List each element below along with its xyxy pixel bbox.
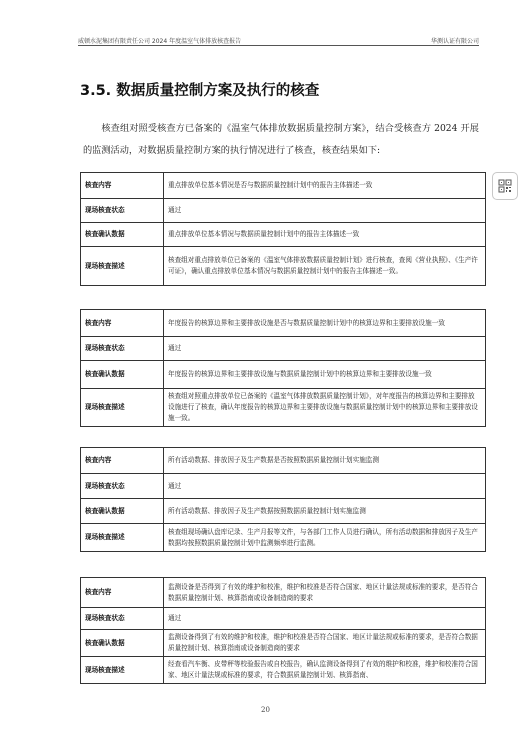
table-row [81,223,486,247]
table-row [81,310,486,337]
page-header-title: 威顿水泥集团有限责任公司 2024 年度温室气体排放核查报告 [78,38,242,45]
page-number: 20 [261,706,270,714]
value-desc: 经查看汽车衡、皮带秤等校验报告或自校报告，确认监测设备得到了有效的维护和校准，维护和校准符合国家、地区计量法规或标准的要求，符合数据质量控制计划、核算指南、 [164,657,486,684]
table-row [81,361,486,389]
qr-code-glyph [498,179,512,193]
page-header-company: 华测认证有限公司 [430,38,479,45]
label-desc: 现场核查描述 [81,389,164,427]
label-content: 核查内容 [81,448,164,474]
table-row [81,499,486,524]
value-content: 监测设备是否得到了有效的维护和校准，维护和校准是否符合国家、地区计量法规或标准的要求，是否符合数据质量控制计划、核算指南或设备制造商的要求 [164,578,486,608]
value-status: 通过 [164,337,486,361]
verification-table-1 [80,172,486,286]
value-desc: 核查组现场确认盘库记录、生产月报等文件，与各部门工作人员进行确认，所有活动数据和排放因子及生产数据均按照数据质量控制计划中监测频率进行监测。 [164,524,486,552]
table-row [81,524,486,552]
table-row [81,630,486,657]
table-row [81,173,486,199]
value-status: 通过 [164,608,486,630]
label-desc: 现场核查描述 [81,524,164,552]
table-row [81,337,486,361]
value-confirm: 年度报告的核算边界和主要排放设施与数据质量控制计划中的核算边界和主要排放设施一致 [164,361,486,389]
label-desc: 现场核查描述 [81,657,164,684]
qr-code-icon[interactable] [492,172,518,200]
label-confirm: 核查确认数据 [81,361,164,389]
table-row [81,199,486,223]
verification-table-3 [80,447,486,552]
label-confirm: 核查确认数据 [81,223,164,247]
value-content: 所有活动数据、排放因子及生产数据是否按照数据质量控制计划实施监测 [164,448,486,474]
value-status: 通过 [164,474,486,499]
label-content: 核查内容 [81,578,164,608]
value-desc: 核查组对照重点排放单位已备案的《温室气体排放数据质量控制计划》，对年度报告的核算边界和主要排放设施进行了核查，确认年度报告的核算边界和主要排放设施与数据质量控制计划中的核算边界和主要排放设施一致。 [164,389,486,427]
intro-paragraph: 核查组对照受核查方已备案的《温室气体排放数据质量控制方案》，结合受核查方 2024 开展的监测活动，对数据质量控制方案的执行情况进行了核查，核查结果如下: [83,123,479,156]
header-divider [78,45,479,46]
label-status: 现场核查状态 [81,474,164,499]
value-confirm: 所有活动数据、排放因子及生产数据按照数据质量控制计划实施监测 [164,499,486,524]
value-content: 年度报告的核算边界和主要排放设施是否与数据质量控制计划中的核算边界和主要排放设施一致 [164,310,486,337]
section-title: 3.5. 数据质量控制方案及执行的核查 [80,83,320,99]
table-row [81,608,486,630]
table-row [81,474,486,499]
value-desc: 核查组对重点排放单位已备案的《温室气体排放数据质量控制计划》进行核查，查阅《营业执照》、《生产许可证》，确认重点排放单位基本情况与数据质量控制计划中的报告主体描述一致。 [164,247,486,286]
label-desc: 现场核查描述 [81,247,164,286]
label-status: 现场核查状态 [81,608,164,630]
label-confirm: 核查确认数据 [81,499,164,524]
label-status: 现场核查状态 [81,337,164,361]
value-content: 重点排放单位基本情况是否与数据质量控制计划中的报告主体描述一致 [164,173,486,199]
label-content: 核查内容 [81,310,164,337]
table-row [81,448,486,474]
value-confirm: 监测设备得到了有效的维护和校准，维护和校准是否符合国家、地区计量法规或标准的要求，是否符合数据质量控制计划、核算指南或设备制造商的要求 [164,630,486,657]
verification-table-4 [80,577,486,684]
value-confirm: 重点排放单位基本情况与数据质量控制计划中的报告主体描述一致 [164,223,486,247]
table-row [81,657,486,684]
label-confirm: 核查确认数据 [81,630,164,657]
verification-table-2 [80,309,486,427]
table-row [81,247,486,286]
label-status: 现场核查状态 [81,199,164,223]
table-row [81,389,486,427]
table-row [81,578,486,608]
label-content: 核查内容 [81,173,164,199]
value-status: 通过 [164,199,486,223]
